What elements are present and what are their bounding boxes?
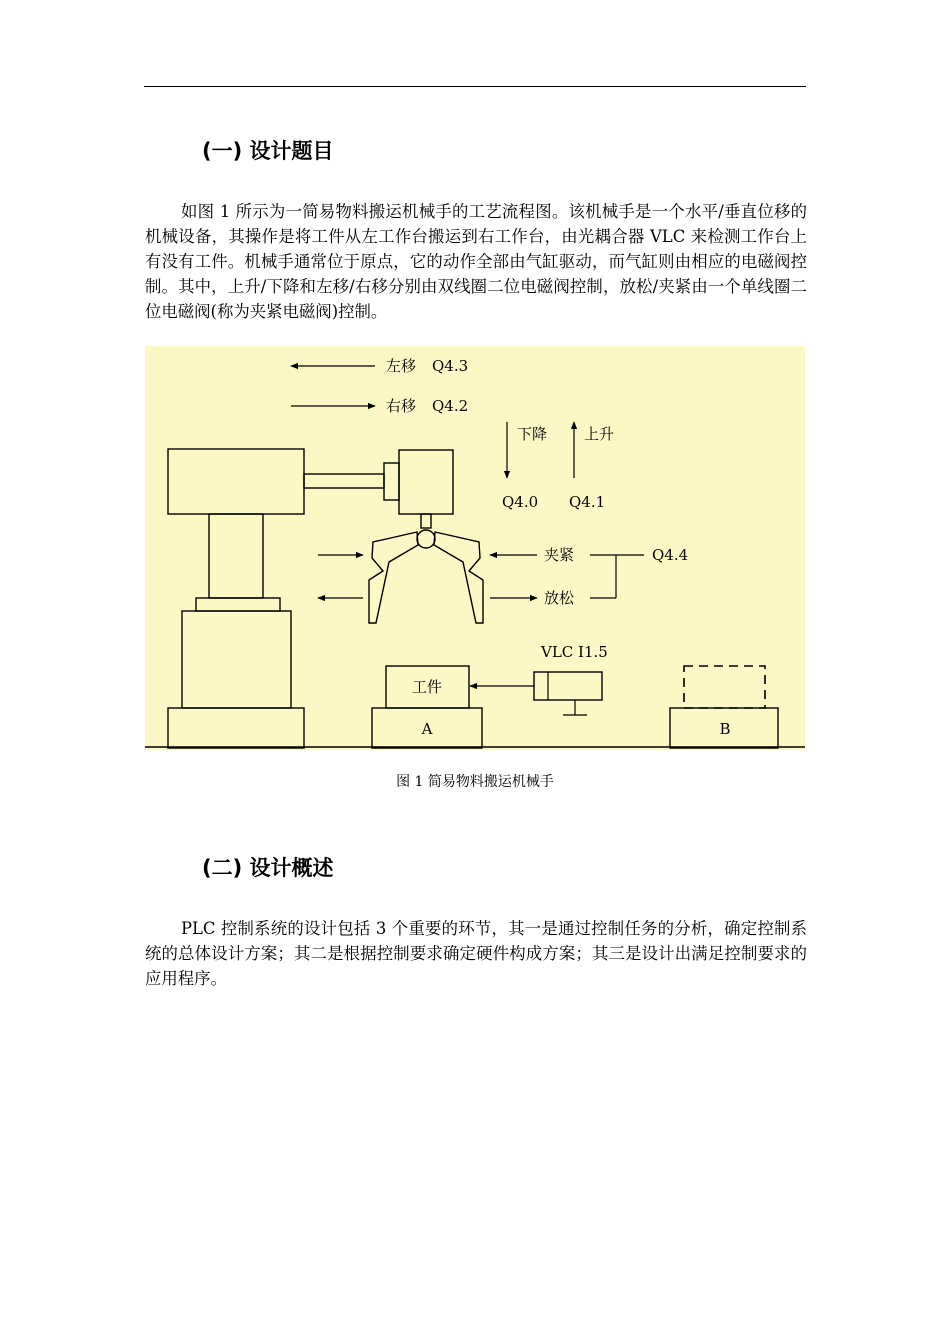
move-left-label: 左移 [386, 357, 417, 375]
down-address: Q4.0 [502, 493, 539, 511]
move-right-label: 右移 [386, 397, 417, 415]
move-right-address: Q4.2 [432, 397, 469, 415]
design-topic-paragraph: 如图 1 所示为一简易物料搬运机械手的工艺流程图。该机械手是一个水平/垂直位移的机械设备，其操作是将工件从左工作台搬运到右工作台，由光耦合器 VLC 来检测工作台上有没有工件。机械手通常位于原点，它的动作全部由气缸驱动，而气缸则由相应的电磁阀控制。其中，上升/下降和左移/右移分别由双线圈二位电磁阀控制，放松/夹紧由一个单线圈二位电磁阀(称为夹紧电磁阀)控制。 [145, 202, 807, 321]
move-left-address: Q4.3 [432, 357, 469, 375]
release-label: 放松 [544, 589, 575, 607]
down-label: 下降 [517, 425, 548, 443]
figure-caption: 图 1 简易物料搬运机械手 [396, 774, 554, 790]
table-b-label: B [719, 720, 731, 738]
table-a-label: A [421, 720, 433, 738]
vlc-label: VLC I1.5 [541, 643, 608, 661]
section-heading-design-topic: (一) 设计题目 [202, 139, 334, 163]
up-address: Q4.1 [569, 493, 606, 511]
up-label: 上升 [584, 425, 615, 443]
section-heading-design-overview: (二) 设计概述 [202, 856, 334, 880]
robot-arm-figure [145, 346, 805, 750]
clamp-address: Q4.4 [652, 546, 689, 564]
clamp-label: 夹紧 [544, 546, 575, 564]
figure-background [145, 346, 805, 750]
workpiece-label: 工件 [411, 678, 443, 696]
design-overview-paragraph: PLC 控制系统的设计包括 3 个重要的环节，其一是通过控制任务的分析，确定控制系统的总体设计方案；其二是根据控制要求确定硬件构成方案；其三是设计出满足控制要求的应用程序。 [145, 919, 807, 988]
robot-arm-diagram [145, 346, 805, 750]
header-rule [144, 86, 806, 87]
